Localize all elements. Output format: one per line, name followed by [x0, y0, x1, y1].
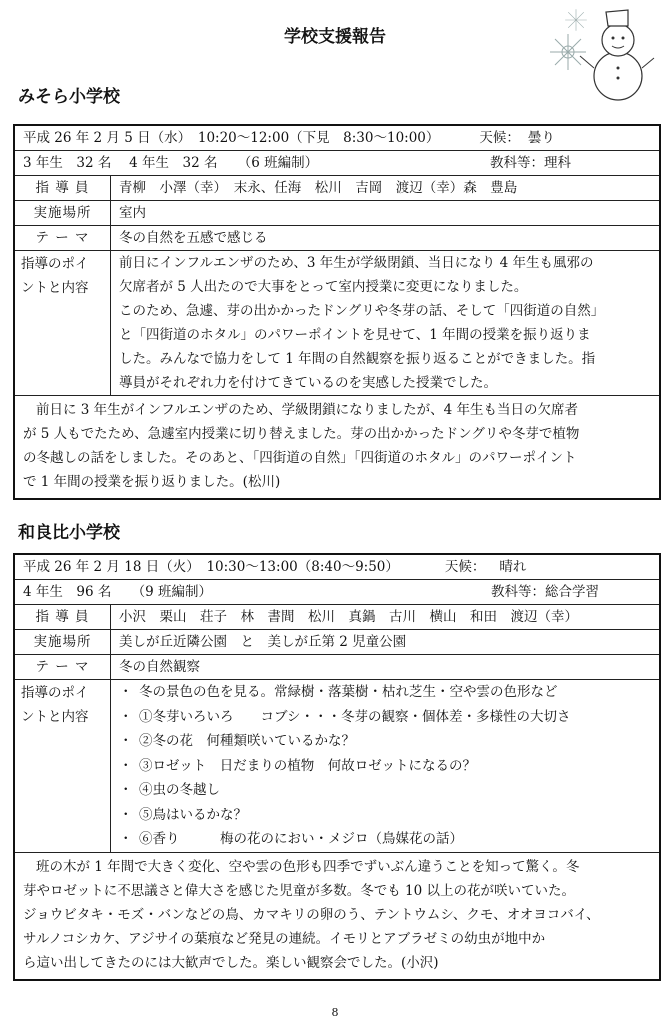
list-item — [119, 803, 659, 828]
points-line: このため、急遽、芽の出かかったドングリや冬芽の話、そして「四街道の自然」 — [119, 303, 605, 319]
points-label — [15, 680, 111, 852]
points-line: と「四街道のホタル」のパワーポイントを見せて、1 年間の授業を振り返りま — [119, 327, 591, 343]
weather-value: 晴れ — [499, 559, 527, 575]
class-info: 4 年生 96 名 （9 班編制） — [23, 584, 212, 600]
theme-row — [15, 655, 659, 680]
theme-label: テ ー マ — [15, 226, 111, 250]
points-row — [15, 251, 659, 396]
leaders-label: 指 導 員 — [15, 176, 111, 200]
school-heading: 和良比小学校 — [18, 523, 120, 543]
report-table — [13, 553, 661, 981]
leaders-row — [15, 176, 659, 201]
subject-value: 総合学習 — [545, 584, 599, 600]
points-row — [15, 680, 659, 853]
location-value: 室内 — [119, 205, 146, 221]
list-item-text: ⑤鳥はいるかな？ — [139, 806, 247, 823]
points-line: 導員がそれぞれ力を付けてきているのを実感した授業でした。 — [119, 375, 497, 391]
bullet: ・ — [119, 708, 133, 725]
list-item — [119, 680, 659, 705]
bullet: ・ — [119, 782, 133, 798]
class-row — [15, 580, 659, 605]
date-time: 平成 26 年 2 月 18 日（火） 10:30～13:00（8:40～9:50） — [23, 559, 399, 575]
summary-row — [15, 396, 659, 498]
summary-line: ら這い出してきたのには大歓声でした。楽しい観察会でした。(小沢) — [23, 954, 439, 971]
subject-label: 教科等： — [490, 155, 544, 171]
location-row — [15, 201, 659, 226]
bullet: ・ — [119, 831, 133, 847]
date-row — [15, 126, 659, 151]
snowman-illustration — [548, 4, 658, 104]
leaders-value: 小沢 栗山 荘子 林 書間 松川 真鍋 古川 横山 和田 渡辺（幸） — [119, 609, 578, 625]
weather-value: 曇り — [527, 130, 555, 146]
theme-row — [15, 226, 659, 251]
weather-label: 天候： — [444, 559, 486, 575]
points-line: 前日にインフルエンザのため、3 年生が学級閉鎖、当日になり 4 年生も風邪の — [119, 255, 594, 271]
list-item-text: ②冬の花 何種類咲いているかな？ — [139, 733, 355, 749]
list-item-text: ③ロゼット 日だまりの植物 何故ロゼットになるの？ — [139, 757, 476, 774]
bullet: ・ — [119, 733, 133, 749]
bullet: ・ — [119, 757, 133, 774]
list-item — [119, 827, 659, 852]
leaders-row — [15, 605, 659, 630]
summary-line: 芽やロゼットに不思議さと偉大さを感じた児童が多数。冬でも 10 以上の花が咲いていた。 — [23, 882, 575, 899]
list-item — [119, 729, 659, 754]
location-label: 実施場所 — [15, 630, 111, 654]
location-value: 美しが丘近隣公園 と 美しが丘第 2 児童公園 — [119, 634, 407, 650]
summary-line: 班の木が 1 年間で大きく変化、空や雲の色形も四季でずいぶん違うことを知って驚く。冬 — [36, 858, 580, 875]
leaders-value: 青柳 小澤（幸） 末永、任海 松川 吉岡 渡辺（幸）森 豊島 — [119, 180, 518, 196]
summary-line: ジョウビタキ・モズ・バンなどの鳥、カマキリの卵のう、テントウムシ、クモ、オオヨコバイ、 — [23, 906, 600, 923]
subject-value: 理科 — [544, 155, 571, 171]
points-line: 欠席者が 5 人出たので大事をとって室内授業に変更になりました。 — [119, 279, 528, 295]
points-label — [15, 251, 111, 395]
list-item-text: ④虫の冬越し — [139, 782, 220, 798]
snowflake-icon — [565, 9, 587, 31]
subject-label: 教科等： — [491, 584, 545, 600]
list-item — [119, 754, 659, 779]
summary-line: サルノコシカケ、アジサイの葉痕など発見の連続。イモリとアブラゼミの幼虫が地中か — [23, 930, 546, 947]
summary-line: が 5 人もでたため、急遽室内授業に切り替えました。芽の出かかったドングリや冬芽で植物 — [23, 426, 580, 442]
theme-value: 冬の自然観察 — [119, 659, 200, 675]
summary-line: の冬越しの話をしました。そのあと、「四街道の自然」「四街道のホタル」のパワーポイント — [23, 450, 577, 466]
report-table — [13, 124, 661, 500]
theme-label: テ ー マ — [15, 655, 111, 679]
points-content — [111, 251, 659, 395]
points-content — [111, 680, 659, 852]
points-label-line: ントと内容 — [21, 709, 89, 725]
class-row — [15, 151, 659, 176]
summary-text — [15, 396, 587, 498]
bullet: ・ — [119, 684, 133, 700]
points-list — [119, 680, 659, 852]
location-row — [15, 630, 659, 655]
leaders-label: 指 導 員 — [15, 605, 111, 629]
summary-line: で 1 年間の授業を振り返りました。(松川) — [23, 474, 281, 490]
date-time: 平成 26 年 2 月 5 日（水） 10:20～12:00（下見 8:30～10:00） — [23, 130, 440, 146]
points-line: した。みんなで協力をして 1 年間の自然観察を振り返ることができました。指 — [119, 351, 596, 367]
list-item-text: 冬の景色の色を見る。常緑樹・落葉樹・枯れ芝生・空や雲の色形など — [139, 684, 558, 700]
summary-text — [15, 853, 608, 979]
summary-row — [15, 853, 659, 979]
summary-line: 前日に 3 年生がインフルエンザのため、学級閉鎖になりましたが、4 年生も当日の欠席者 — [36, 402, 578, 418]
points-label-line: 指導のポイ — [21, 685, 89, 701]
location-label: 実施場所 — [15, 201, 111, 225]
points-label-line: 指導のポイ — [21, 256, 89, 272]
list-item-text: ⑥香り 梅の花のにおい・メジロ（鳥媒花の話） — [139, 831, 463, 847]
list-item — [119, 778, 659, 803]
page-number: 8 — [331, 1006, 339, 1019]
class-info: 3 年生 32 名 4 年生 32 名 （6 班編制） — [23, 155, 319, 171]
weather-label: 天候： — [479, 130, 520, 146]
snowflake-icon — [550, 34, 586, 70]
page-title: 学校支援報告 — [284, 27, 386, 47]
list-item — [119, 705, 659, 730]
school-heading: みそら小学校 — [18, 87, 120, 107]
points-label-line: ントと内容 — [21, 280, 89, 296]
bullet: ・ — [119, 806, 133, 823]
date-row — [15, 555, 659, 580]
list-item-text: ①冬芽いろいろ コブシ・・・冬芽の観察・個体差・多様性の大切さ — [139, 708, 571, 725]
theme-value: 冬の自然を五感で感じる — [119, 230, 268, 246]
